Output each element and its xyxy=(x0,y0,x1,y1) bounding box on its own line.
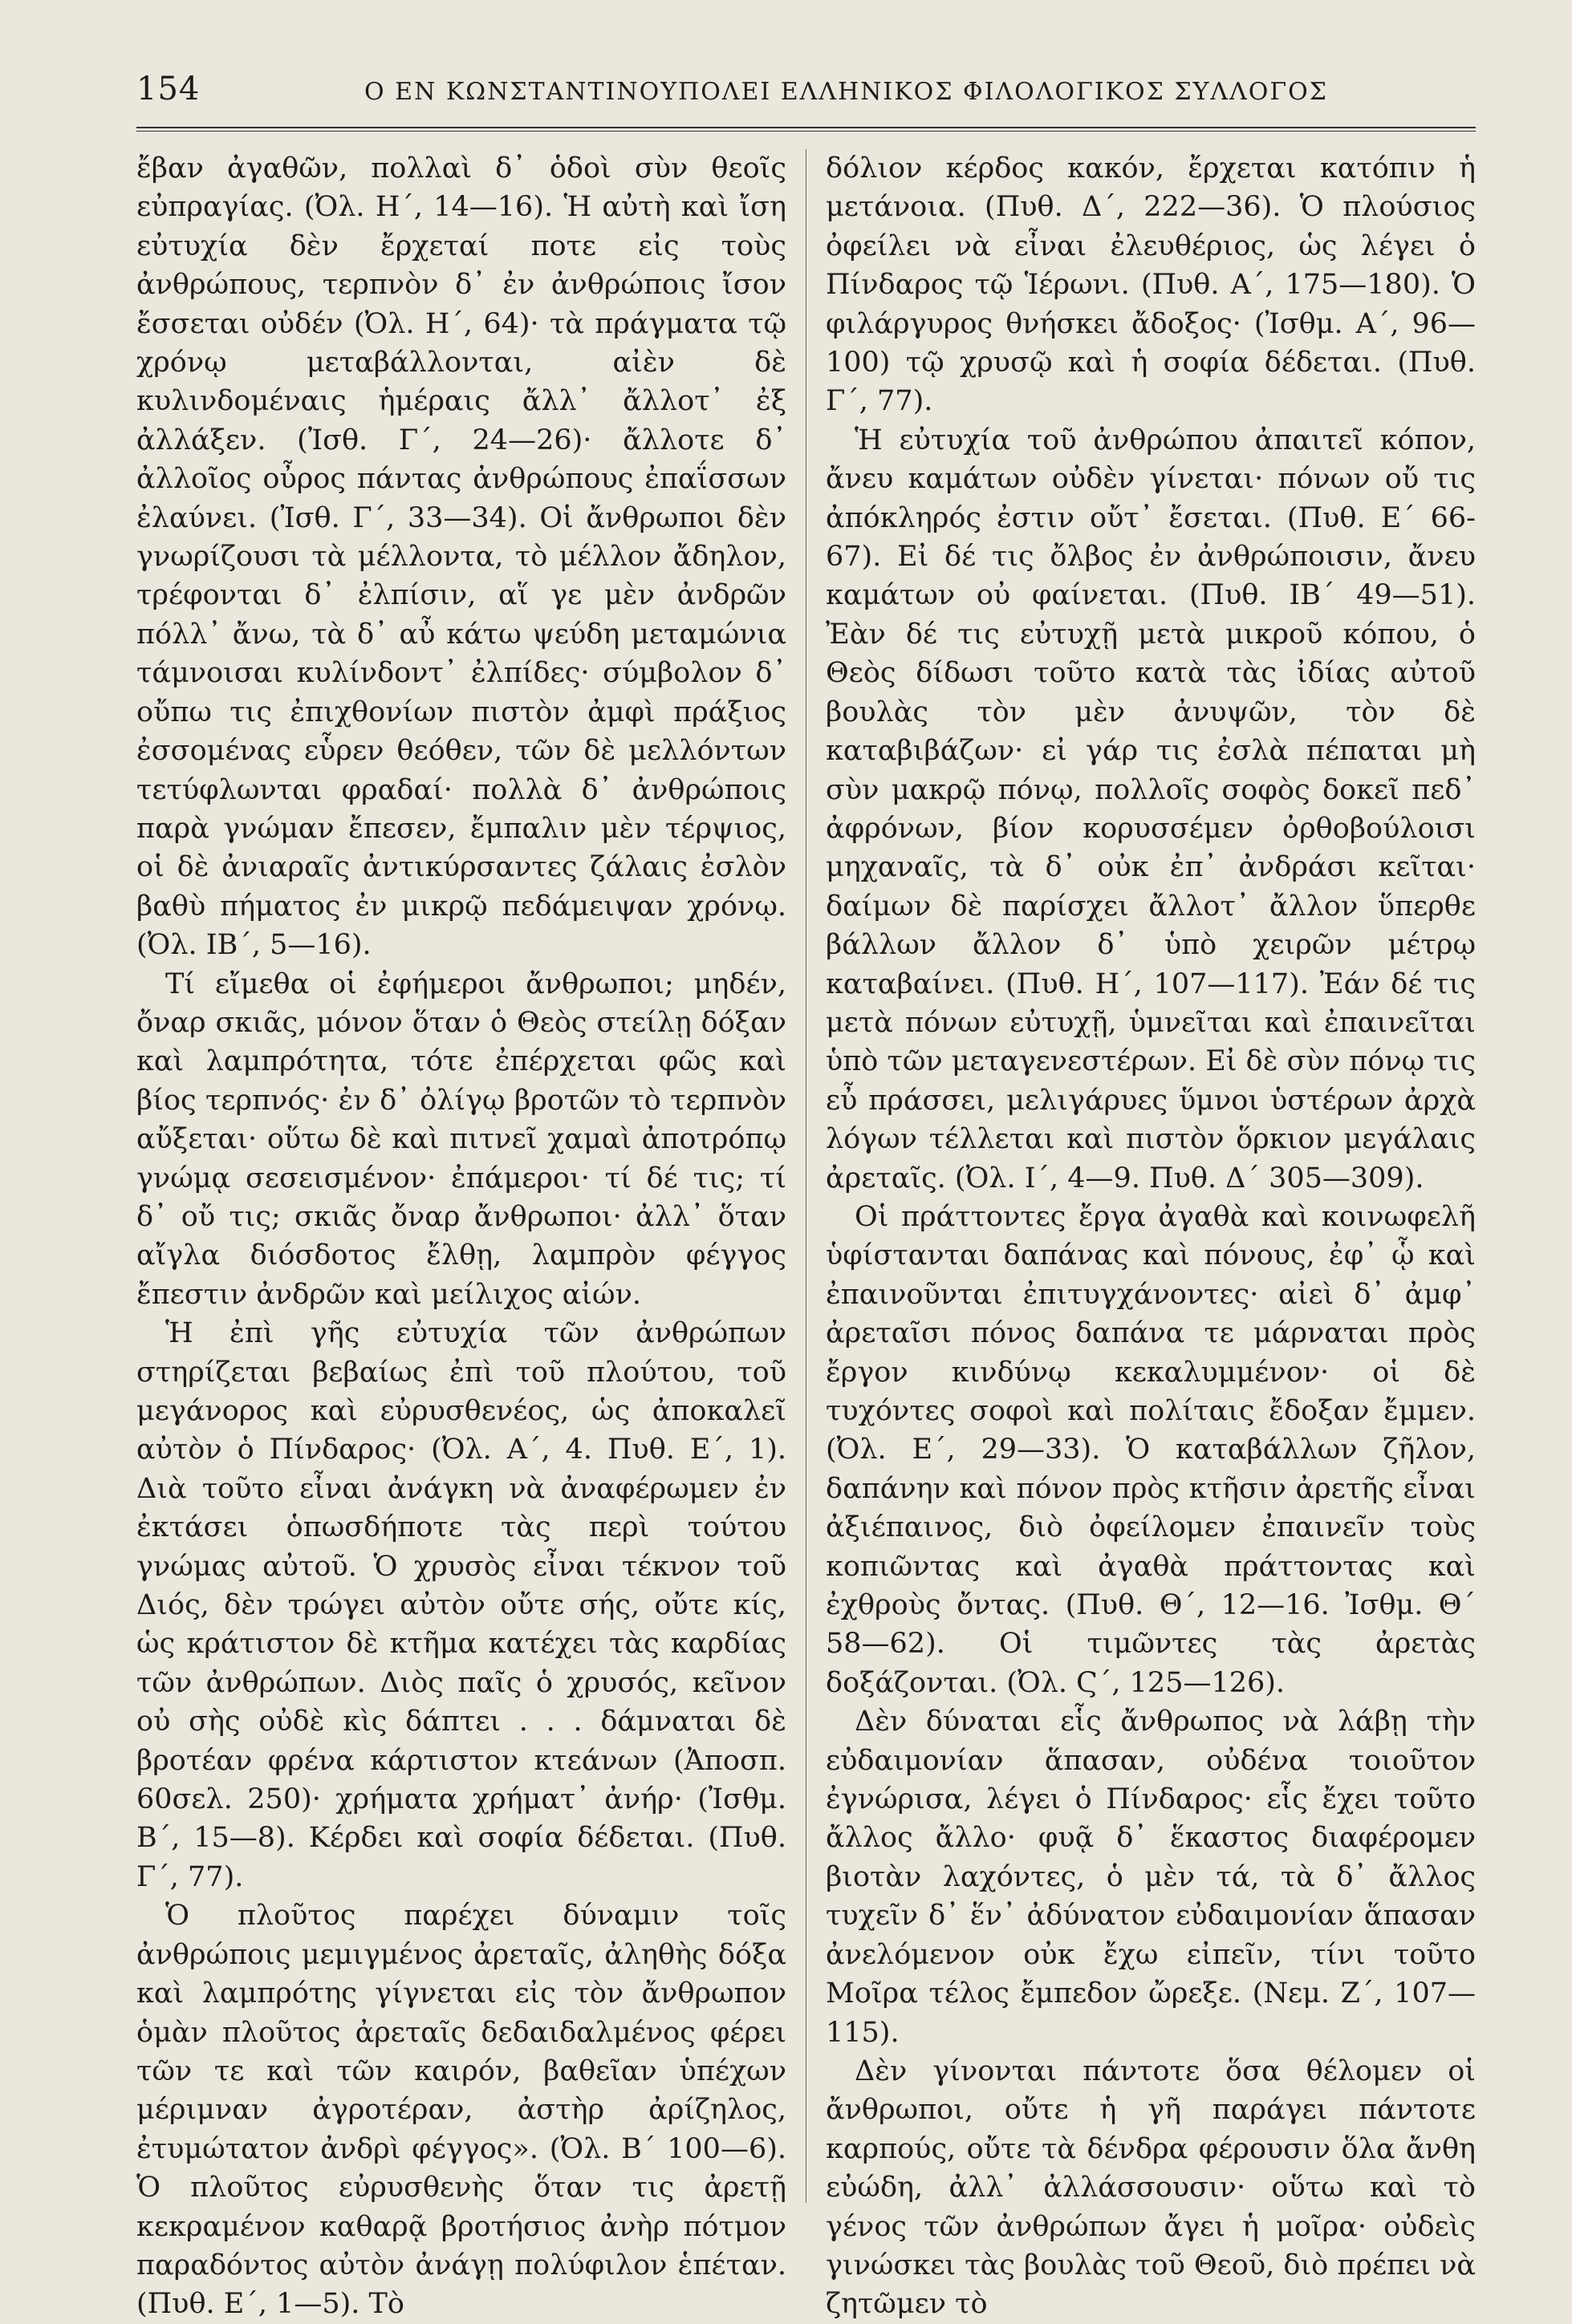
paragraph: Ἡ εὐτυχία τοῦ ἀνθρώπου ἀπαιτεῖ κόπον, ἄνευ καμάτων οὐδὲν γίνεται· πόνων οὔ τις ἀπόκληρός ἐστιν οὔτ᾽ ἔσεται. (Πυθ. Ε΄ 66-67). Εἰ δέ τις ὄλβος ἐν ἀνθρώποισιν, ἄνευ καμάτων οὐ φαίνεται. (Πυθ. ΙΒ΄ 49—51). Ἐὰν δέ τις εὐτυχῇ μετὰ μικροῦ κόπου, ὁ Θεὸς δίδωσι τοῦτο κατὰ τὰς ἰδίας αὐτοῦ βουλὰς τὸν μὲν ἀνυψῶν, τὸν δὲ καταβιβάζων· εἰ γάρ τις ἐσλὰ πέπαται μὴ σὺν μακρῷ πόνῳ, πολλοῖς σοφὸς δοκεῖ πεδ᾽ ἀφρόνων, βίον κορυσσέμεν ὀρθοβούλοισι μηχαναῖς, τὰ δ᾽ οὐκ ἐπ᾽ ἀνδράσι κεῖται· δαίμων δὲ παρίσχει ἄλλοτ᾽ ἄλλον ὕπερθε βάλλων ἄλλον δ᾽ ὑπὸ χειρῶν μέτρῳ καταβαίνει. (Πυθ. Η΄, 107—117). Ἐάν δέ τις μετὰ πόνων εὐτυχῇ, ὑμνεῖται καὶ ἐπαινεῖται ὑπὸ τῶν μεταγενεστέρων. Εἰ δὲ σὺν πόνῳ τις εὖ πράσσει, μελιγάρυες ὕμνοι ὑστέρων ἀρχὰ λόγων τέλλεται καὶ πιστὸν ὅρκιον μεγάλαις ἀρεταῖς. (Ὀλ. Ι΄, 4—9. Πυθ. Δ΄ 305—309). xyxy=(826,424,1476,1194)
paragraph: Τί εἴμεθα οἱ ἐφήμεροι ἄνθρωποι; μηδέν, ὄναρ σκιᾶς, μόνον ὅταν ὁ Θεὸς στείλῃ δόξαν καὶ λαμπρότητα, τότε ἐπέρχεται φῶς καὶ βίος τερπνός· ἐν δ᾽ ὀλίγῳ βροτῶν τὸ τερπνὸν αὔξεται· οὕτω δὲ καὶ πιτνεῖ χαμαὶ ἀποτρόπῳ γνώμᾳ σεσεισμένον· ἐπάμεροι· τί δέ τις; τί δ᾽ οὔ τις; σκιᾶς ὄναρ ἄνθρωποι· ἀλλ᾽ ὅταν αἴγλα διόσδοτος ἔλθῃ, λαμπρὸν φέγγος ἔπεστιν ἀνδρῶν καὶ μείλιχος αἰών. xyxy=(136,967,786,1311)
paragraph: ἔβαν ἀγαθῶν, πολλαὶ δ᾽ ὁδοὶ σὺν θεοῖς εὐπραγίας. (Ὀλ. Η΄, 14—16). Ἡ αὐτὴ καὶ ἴση εὐτυχία δὲν ἔρχεταί ποτε εἰς τοὺς ἀνθρώπους, τερπνὸν δ᾽ ἐν ἀνθρώποις ἴσον ἔσσεται οὐδέν (Ὀλ. Η΄, 64)· τὰ πράγματα τῷ χρόνῳ μεταβάλλονται, αἰὲν δὲ κυλινδομέναις ἡμέραις ἄλλ᾽ ἄλλοτ᾽ ἐξ ἀλλάξεν. (Ἰσθ. Γ΄, 24—26)· ἄλλοτε δ᾽ ἀλλοῖος οὖρος πάντας ἀνθρώπους ἐπαΐσσων ἐλαύνει. (Ἰσθ. Γ΄, 33—34). Οἱ ἄνθρωποι δὲν γνωρίζουσι τὰ μέλλοντα, τὸ μέλλον ἄδηλον, τρέφονται δ᾽ ἐλπίσιν, αἵ γε μὲν ἀνδρῶν πόλλ᾽ ἄνω, τὰ δ᾽ αὖ κάτω ψεύδη μεταμώνια τάμνοισαι κυλίνδοντ᾽ ἐλπίδες· σύμβολον δ᾽ οὔπω τις ἐπιχθονίων πιστὸν ἀμφὶ πράξιος ἐσσομένας εὗρεν θεόθεν, τῶν δὲ μελλόντων τετύφλωνται φραδαί· πολλὰ δ᾽ ἀνθρώποις παρὰ γνώμαν ἔπεσεν, ἔμπαλιν μὲν τέρψιος, οἱ δὲ ἀνιαραῖς ἀντικύρσαντες ζάλαις ἐσλὸν βαθὺ πήματος ἐν μικρῷ πεδάμειψαν χρόνῳ. (Ὀλ. ΙΒ΄, 5—16). xyxy=(136,152,786,962)
running-title: Ο ΕΝ ΚΩΝΣΤΑΝΤΙΝΟΥΠΟΛΕΙ ΕΛΛΗΝΙΚΟΣ ΦΙΛΟΛΟΓΙΚΟΣ ΣΥΛΛΟΓΟΣ xyxy=(364,78,1328,106)
left-column xyxy=(136,149,786,2321)
right-column xyxy=(826,149,1476,2321)
paragraph: Ὁ πλοῦτος παρέχει δύναμιν τοῖς ἀνθρώποις μεμιγμένος ἀρεταῖς, ἀληθὴς δόξα καὶ λαμπρότης γίγνεται εἰς τὸν ἄνθρωπον ὁμὰν πλοῦτος ἀρεταῖς δεδαιδαλμένος φέρει τῶν τε καὶ τῶν καιρόν, βαθεῖαν ὑπέχων μέριμναν ἀγροτέραν, ἀστὴρ ἀρίζηλος, ἐτυμώτατον ἀνδρὶ φέγγος». (Ὀλ. Β΄ 100—6). Ὁ πλοῦτος εὐρυσθενὴς ὅταν τις ἀρετῇ κεκραμένον καθαρᾷ βροτήσιος ἀνὴρ πότμον παραδόντος αὐτὸν ἀνάγῃ πολύφιλον ἑπέταν. (Πυθ. Ε΄, 1—5). Τὸ xyxy=(136,1900,786,2321)
paragraph: Ἡ ἐπὶ γῆς εὐτυχία τῶν ἀνθρώπων στηρίζεται βεβαίως ἐπὶ τοῦ πλούτου, τοῦ μεγάνορος καὶ εὐρυσθενέος, ὡς ἀποκαλεῖ αὐτὸν ὁ Πίνδαρος· (Ὀλ. Α΄, 4. Πυθ. Ε΄, 1). Διὰ τοῦτο εἶναι ἀνάγκη νὰ ἀναφέρωμεν ἐν ἐκτάσει ὁπωσδήποτε τὰς περὶ τούτου γνώμας αὐτοῦ. Ὁ χρυσὸς εἶναι τέκνον τοῦ Διός, δὲν τρώγει αὐτὸν οὔτε σής, οὔτε κίς, ὡς κράτιστον δὲ κτῆμα κατέχει τὰς καρδίας τῶν ἀνθρώπων. Διὸς παῖς ὁ χρυσός, κεῖνον οὐ σὴς οὐδὲ κὶς δάπτει . . . δάμναται δὲ βροτέαν φρένα κάρτιστον κτεάνων (Ἀποσπ. 60σελ. 250)· χρήματα χρήματ᾽ ἀνήρ· (Ἰσθμ. Β΄, 15—8). Κέρδει καὶ σοφία δέδεται. (Πυθ. Γ΄, 77). xyxy=(136,1317,786,1893)
paragraph: Οἱ πράττοντες ἔργα ἀγαθὰ καὶ κοινωφελῆ ὑφίστανται δαπάνας καὶ πόνους, ἐφ᾽ ᾧ καὶ ἐπαινοῦνται ἐπιτυγχάνοντες· αἰεὶ δ᾽ ἀμφ᾽ ἀρεταῖσι πόνος δαπάνα τε μάρναται πρὸς ἔργον κινδύνῳ κεκαλυμμένον· οἱ δὲ τυχόντες σοφοὶ καὶ πολίταις ἔδοξαν ἔμμεν. (Ὀλ. Ε΄, 29—33). Ὁ καταβάλλων ζῆλον, δαπάνην καὶ πόνον πρὸς κτῆσιν ἀρετῆς εἶναι ἀξιέπαινος, διὸ ὀφείλομεν ἐπαινεῖν τοὺς κοπιῶντας καὶ ἀγαθὰ πράττοντας καὶ ἐχθροὺς ὄντας. (Πυθ. Θ΄, 12—16. Ἰσθμ. Θ΄ 58—62). Οἱ τιμῶντες τὰς ἀρετὰς δοξάζονται. (Ὀλ. Ϛ΄, 125—126). xyxy=(826,1200,1476,1699)
text-columns xyxy=(136,149,1476,2321)
header-rule xyxy=(136,127,1476,132)
paragraph: Δὲν γίνονται πάντοτε ὅσα θέλομεν οἱ ἄνθρωποι, οὔτε ἡ γῆ παράγει πάντοτε καρπούς, οὔτε τὰ δένδρα φέρουσιν ὅλα ἄνθη εὐώδη, ἀλλ᾽ ἀλλάσσουσιν· οὕτω καὶ τὸ γένος τῶν ἀνθρώπων ἄγει ἡ μοῖρα· οὐδεὶς γινώσκει τὰς βουλὰς τοῦ Θεοῦ, διὸ πρέπει νὰ ζητῶμεν τὸ xyxy=(826,2054,1476,2321)
running-head xyxy=(136,71,1476,119)
paragraph: δόλιον κέρδος κακόν, ἔρχεται κατόπιν ἡ μετάνοια. (Πυθ. Δ΄, 222—36). Ὁ πλούσιος ὀφείλει νὰ εἶναι ἐλευθέριος, ὡς λέγει ὁ Πίνδαρος τῷ Ἱέρωνι. (Πυθ. Α΄, 175—180). Ὁ φιλάργυρος θνήσκει ἄδοξος· (Ἰσθμ. Α΄, 96—100) τῷ χρυσῷ καὶ ἡ σοφία δέδεται. (Πυθ. Γ΄, 77). xyxy=(826,152,1476,418)
paragraph: Δὲν δύναται εἷς ἄνθρωπος νὰ λάβῃ τὴν εὐδαιμονίαν ἅπασαν, οὐδένα τοιοῦτον ἐγνώρισα, λέγει ὁ Πίνδαρος· εἷς ἔχει τοῦτο ἄλλος ἄλλο· φυᾷ δ᾽ ἕκαστος διαφέρομεν βιοτὰν λαχόντες, ὁ μὲν τά, τὰ δ᾽ ἄλλος τυχεῖν δ᾽ ἕν᾽ ἀδύνατον εὐδαιμονίαν ἅπασαν ἀνελόμενον οὐκ ἔχω εἰπεῖν, τίνι τοῦτο Μοῖρα τέλος ἔμπεδον ὤρεξε. (Νεμ. Ζ΄, 107—115). xyxy=(826,1705,1476,2049)
page-number: 154 xyxy=(136,71,201,107)
